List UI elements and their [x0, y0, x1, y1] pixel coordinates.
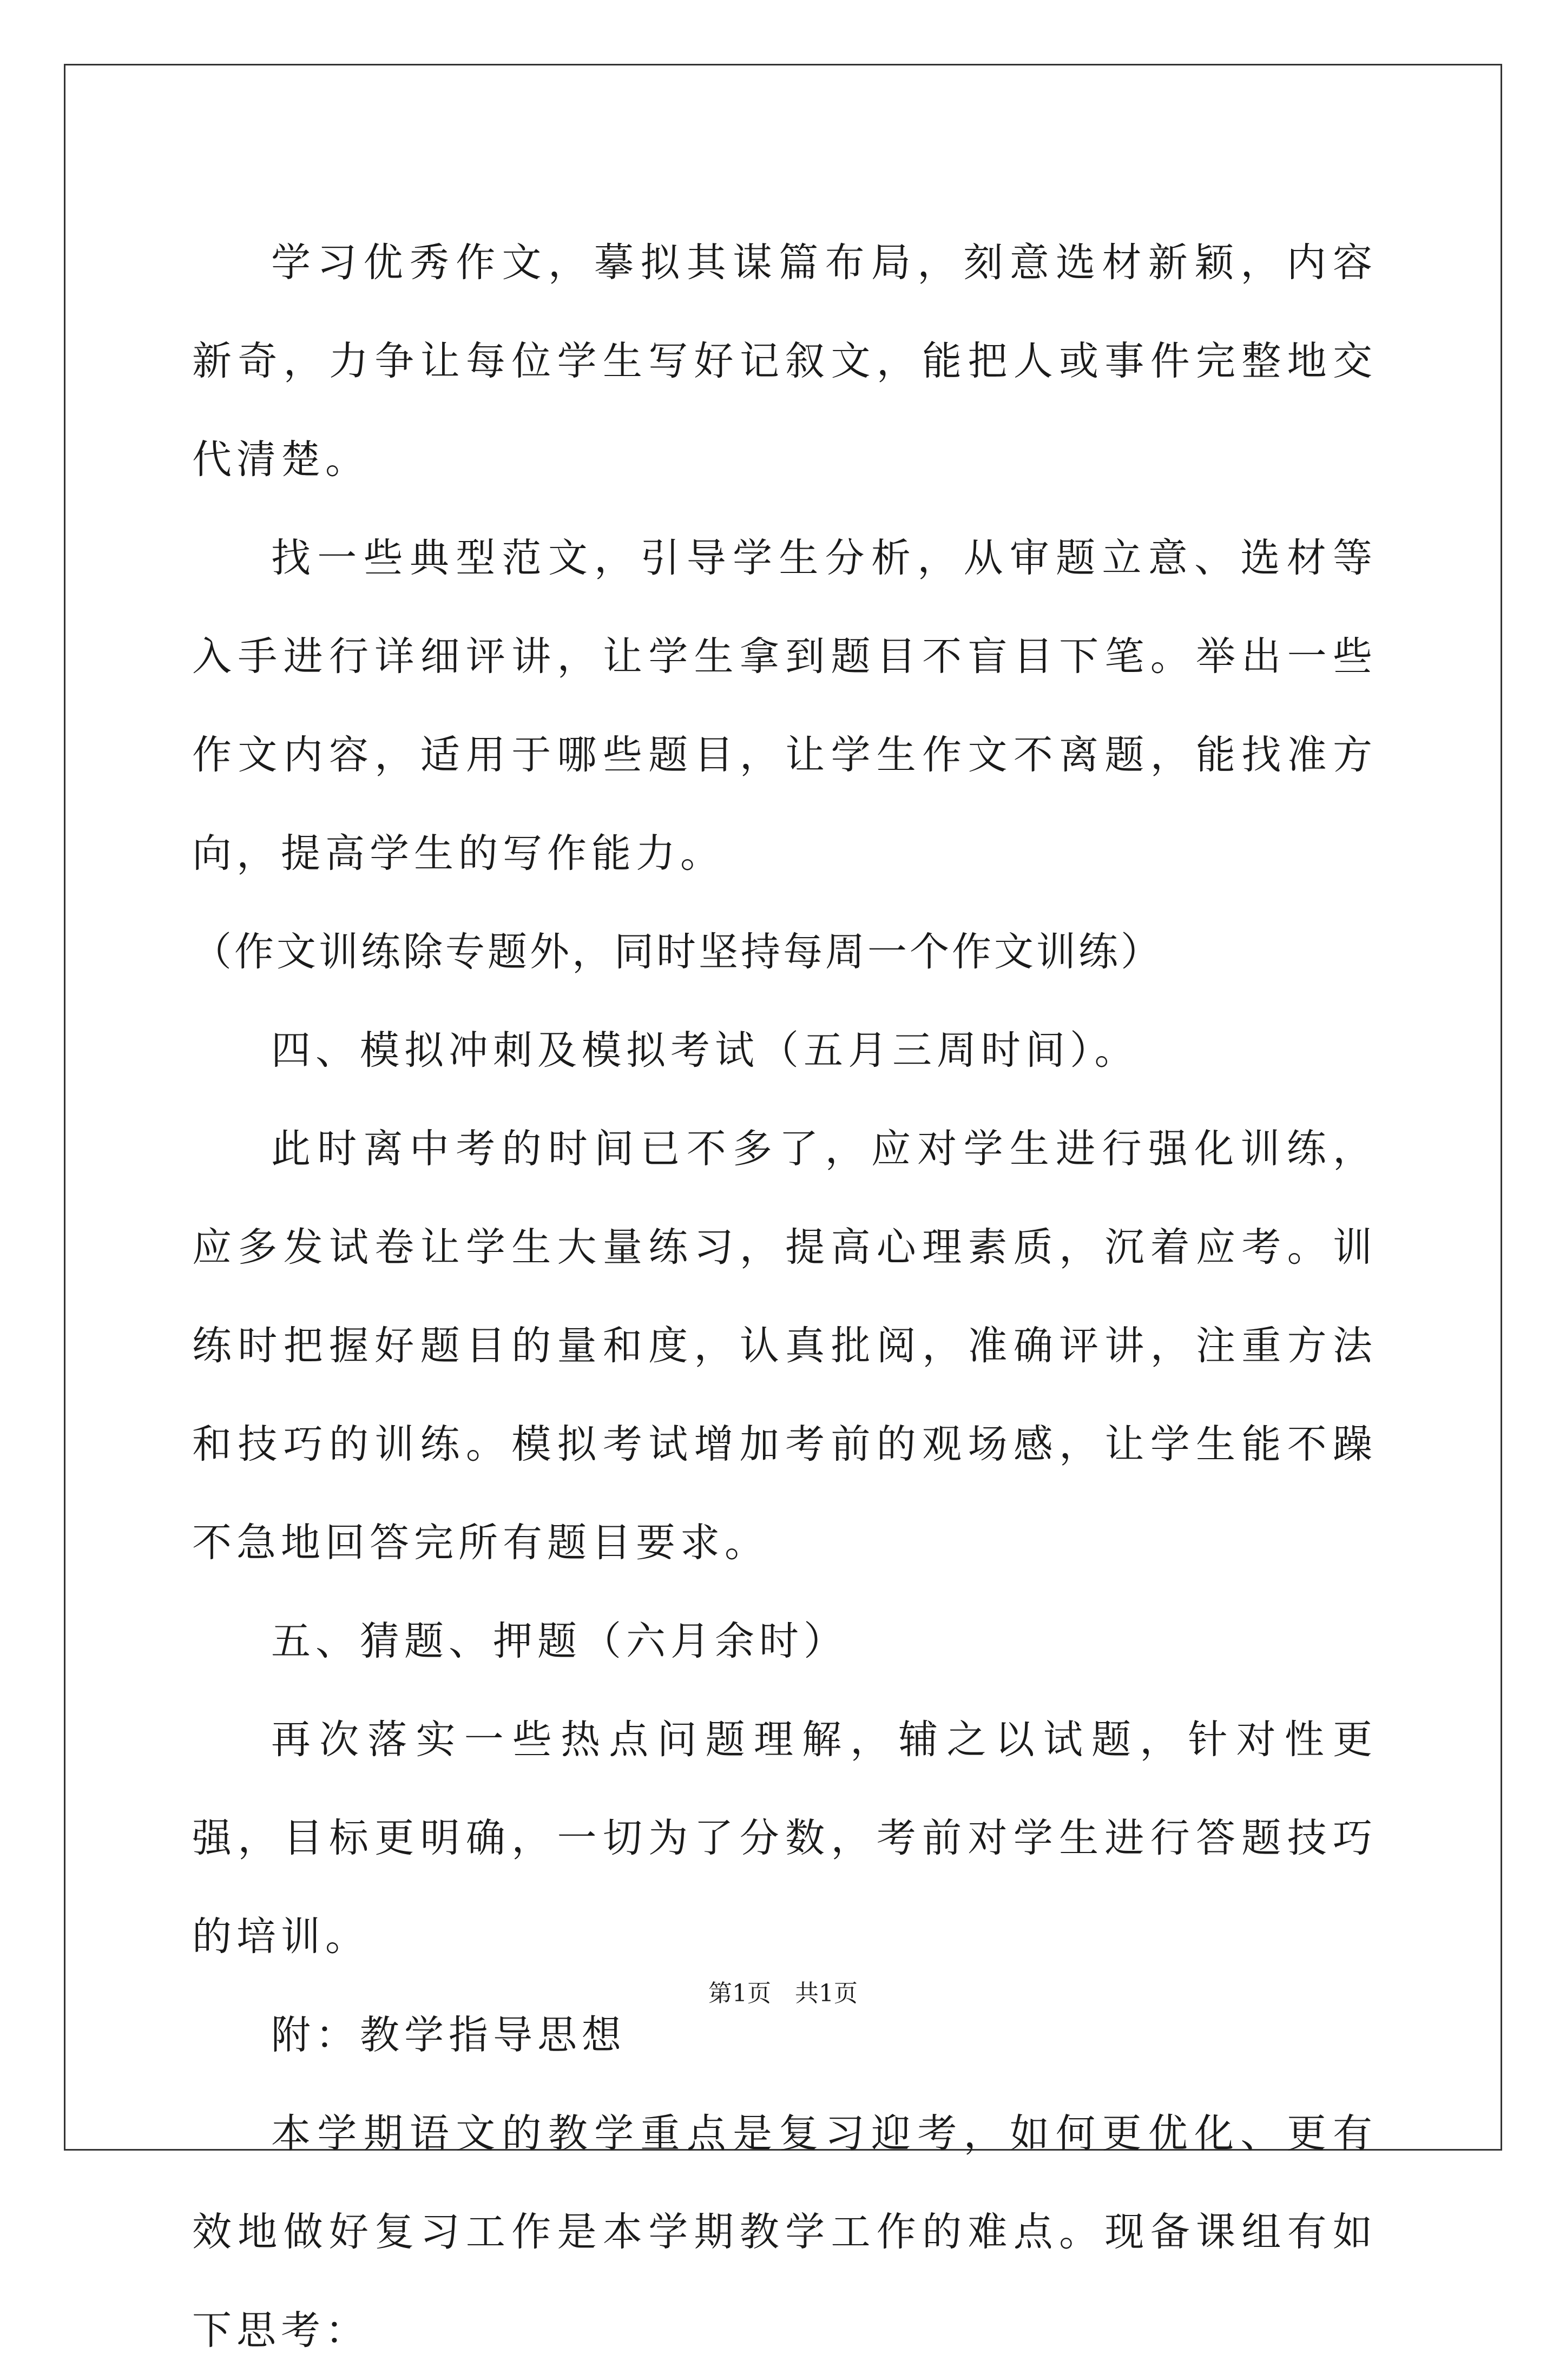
paragraph-1: 学习优秀作文，摹拟其谋篇布局，刻意选材新颖，内容新奇，力争让每位学生写好记叙文，能把人或事件完整地交代清楚。 [192, 240, 1377, 483]
paragraph-9: 本学期语文的教学重点是复习迎考，如何更优化、更有效地做好复习工作是本学期教学工作的难点。现备课组有如下思考： [192, 2111, 1377, 2353]
paragraph-5: 此时离中考的时间已不多了，应对学生进行强化训练，应多发试卷让学生大量练习，提高心理素质，沉着应考。训练时把握好题目的量和度，认真批阅，准确评讲，注重方法和技巧的训练。模拟考试增加考前的观场感，让学生能不躁不急地回答完所有题目要求。 [192, 1126, 1377, 1566]
document-body [192, 214, 1377, 2380]
page-footer: 第1页 共1页 [708, 1980, 858, 2007]
paragraph-2: 找一些典型范文，引导学生分析，从审题立意、选材等入手进行详细评讲，让学生拿到题目不盲目下笔。举出一些作文内容，适用于哪些题目，让学生作文不离题，能找准方向，提高学生的写作能力。 [192, 535, 1377, 876]
paragraph-7: 再次落实一些热点问题理解，辅之以试题，针对性更强，目标更明确，一切为了分数，考前对学生进行答题技巧的培训。 [192, 1717, 1377, 1960]
paragraph-3: （作文训练除专题外，同时坚持每周一个作文训练） [192, 929, 1163, 975]
paragraph-6-heading: 五、猜题、押题（六月余时） [271, 1618, 848, 1664]
paragraph-4-heading: 四、模拟冲刺及模拟考试（五月三周时间）。 [271, 1027, 1139, 1073]
paragraph-8-heading: 附：教学指导思想 [271, 2012, 626, 2058]
